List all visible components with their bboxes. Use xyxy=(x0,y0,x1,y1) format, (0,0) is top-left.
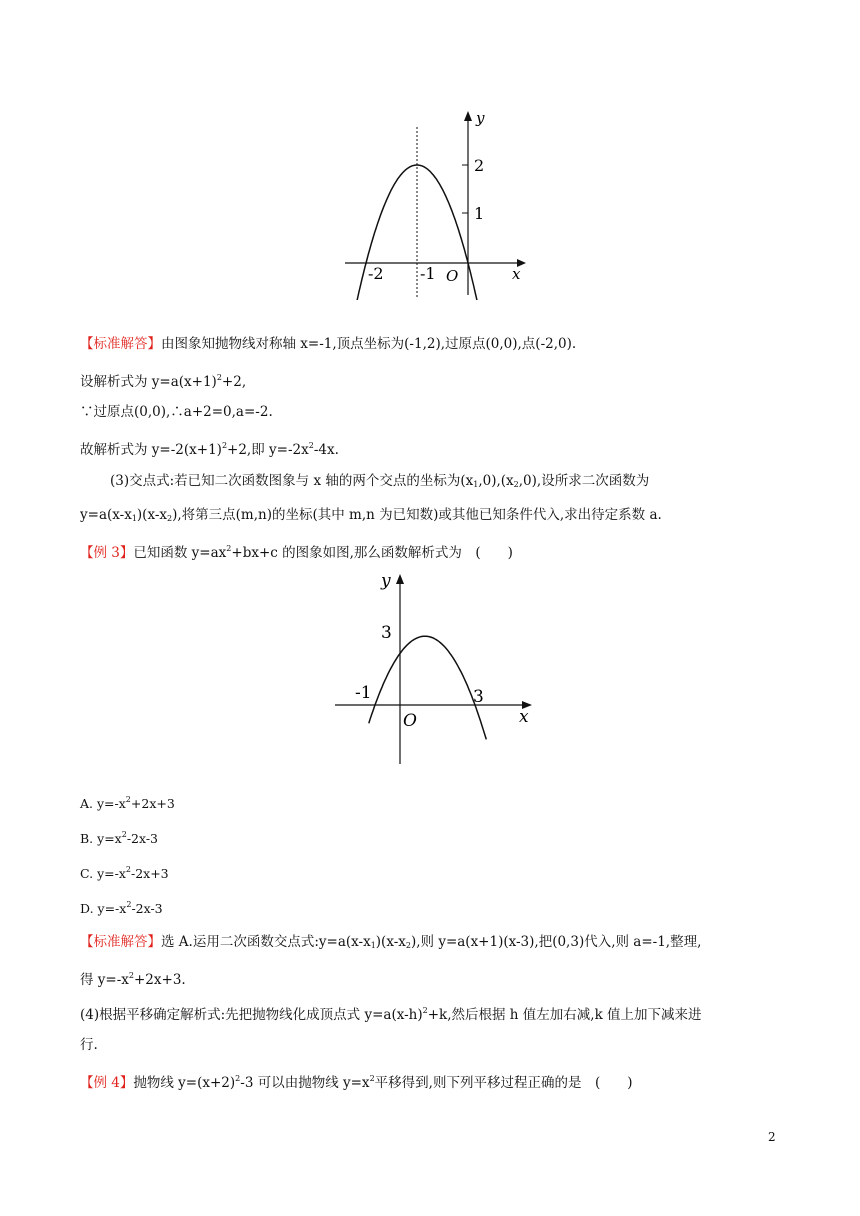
method-4-line-2: 行. xyxy=(80,1037,98,1053)
page-number: 2 xyxy=(768,1130,776,1144)
graph1-tick-x1: -2 xyxy=(368,264,384,283)
graph1-origin: O xyxy=(446,267,459,285)
method-3-line-2: $y=a(x-x_1)(x-x_2)$,将第三点(m,n)的坐标(其中 m,n 为已知数)或其他已知条件代入,求出待定系数 a. xyxy=(80,507,662,523)
answer-1-line-3: ∵过原点(0,0),∴a+2=0,a=-2. xyxy=(80,404,273,420)
option-d: D. $y=-x^2-2x-3$ xyxy=(80,900,163,916)
graph1-x-label: x xyxy=(512,265,521,283)
option-b: B. $y=x^2-2x-3$ xyxy=(80,830,158,846)
graph1-tick-y2: 2 xyxy=(474,156,485,175)
graph2-tick-y: 3 xyxy=(381,623,392,643)
graph2-y-label: y xyxy=(381,571,391,591)
answer-1-line-4: 故解析式为 $y=-2(x+1)^2+2$,即 $y=-2x^2-4x$. xyxy=(80,441,339,458)
example-tag: 【例 3】 xyxy=(80,545,134,561)
answer-tag: 【标准解答】 xyxy=(80,934,161,950)
option-c: C. $y=-x^2-2x+3$ xyxy=(80,865,169,881)
graph2-tick-xneg: -1 xyxy=(355,683,372,703)
answer-1-line-2: 设解析式为 $y=a(x+1)^2+2$, xyxy=(80,373,247,390)
answer-tag: 【标准解答】 xyxy=(80,336,161,352)
graph1-tick-x2: -1 xyxy=(420,264,436,283)
graph1-y-label: y xyxy=(476,109,485,127)
example-tag: 【例 4】 xyxy=(80,1075,134,1091)
answer-3-line-1: 【标准解答】选 A.运用二次函数交点式$:y=a(x-x_1)(x-x_2)$,则 y=a(x+1)(x-3),把(0,3)代入,则 a=-1,整理, xyxy=(80,934,702,950)
parabola-graph-1 xyxy=(340,105,530,300)
graph2-origin: O xyxy=(403,711,417,731)
method-4-line-1: (4)根据平移确定解析式:先把抛物线化成顶点式 $y=a(x-h)^2+k$,然后根据 h 值左加右减,k 值上加下减来进 xyxy=(80,1006,702,1023)
parabola-graph-2 xyxy=(333,568,538,768)
method-3-line-1: (3)交点式:若已知二次函数图象与 x 轴的两个交点的坐标为$(x_1,0),(x_2,0)$,设所求二次函数为 xyxy=(110,473,650,489)
graph2-x-label: x xyxy=(519,707,529,727)
answer-3-line-2: 得 $y=-x^2+2x+3$. xyxy=(80,971,186,988)
answer-1-line-1: 【标准解答】由图象知抛物线对称轴 x=-1,顶点坐标为(-1,2),过原点(0,0),点(-2,0). xyxy=(80,336,577,352)
option-a: A. $y=-x^2+2x+3$ xyxy=(80,795,175,811)
example-4-question: 【例 4】抛物线 $y=(x+2)^2-3$ 可以由抛物线 $y=x^2$平移得到,则下列平移过程正确的是 ( ) xyxy=(80,1074,633,1091)
graph2-tick-xpos: 3 xyxy=(473,687,484,707)
example-3-question: 【例 3】已知函数 $y=ax^2+bx+c$ 的图象如图,那么函数解析式为 ( ) xyxy=(80,544,513,561)
graph1-tick-y1: 1 xyxy=(474,204,485,223)
